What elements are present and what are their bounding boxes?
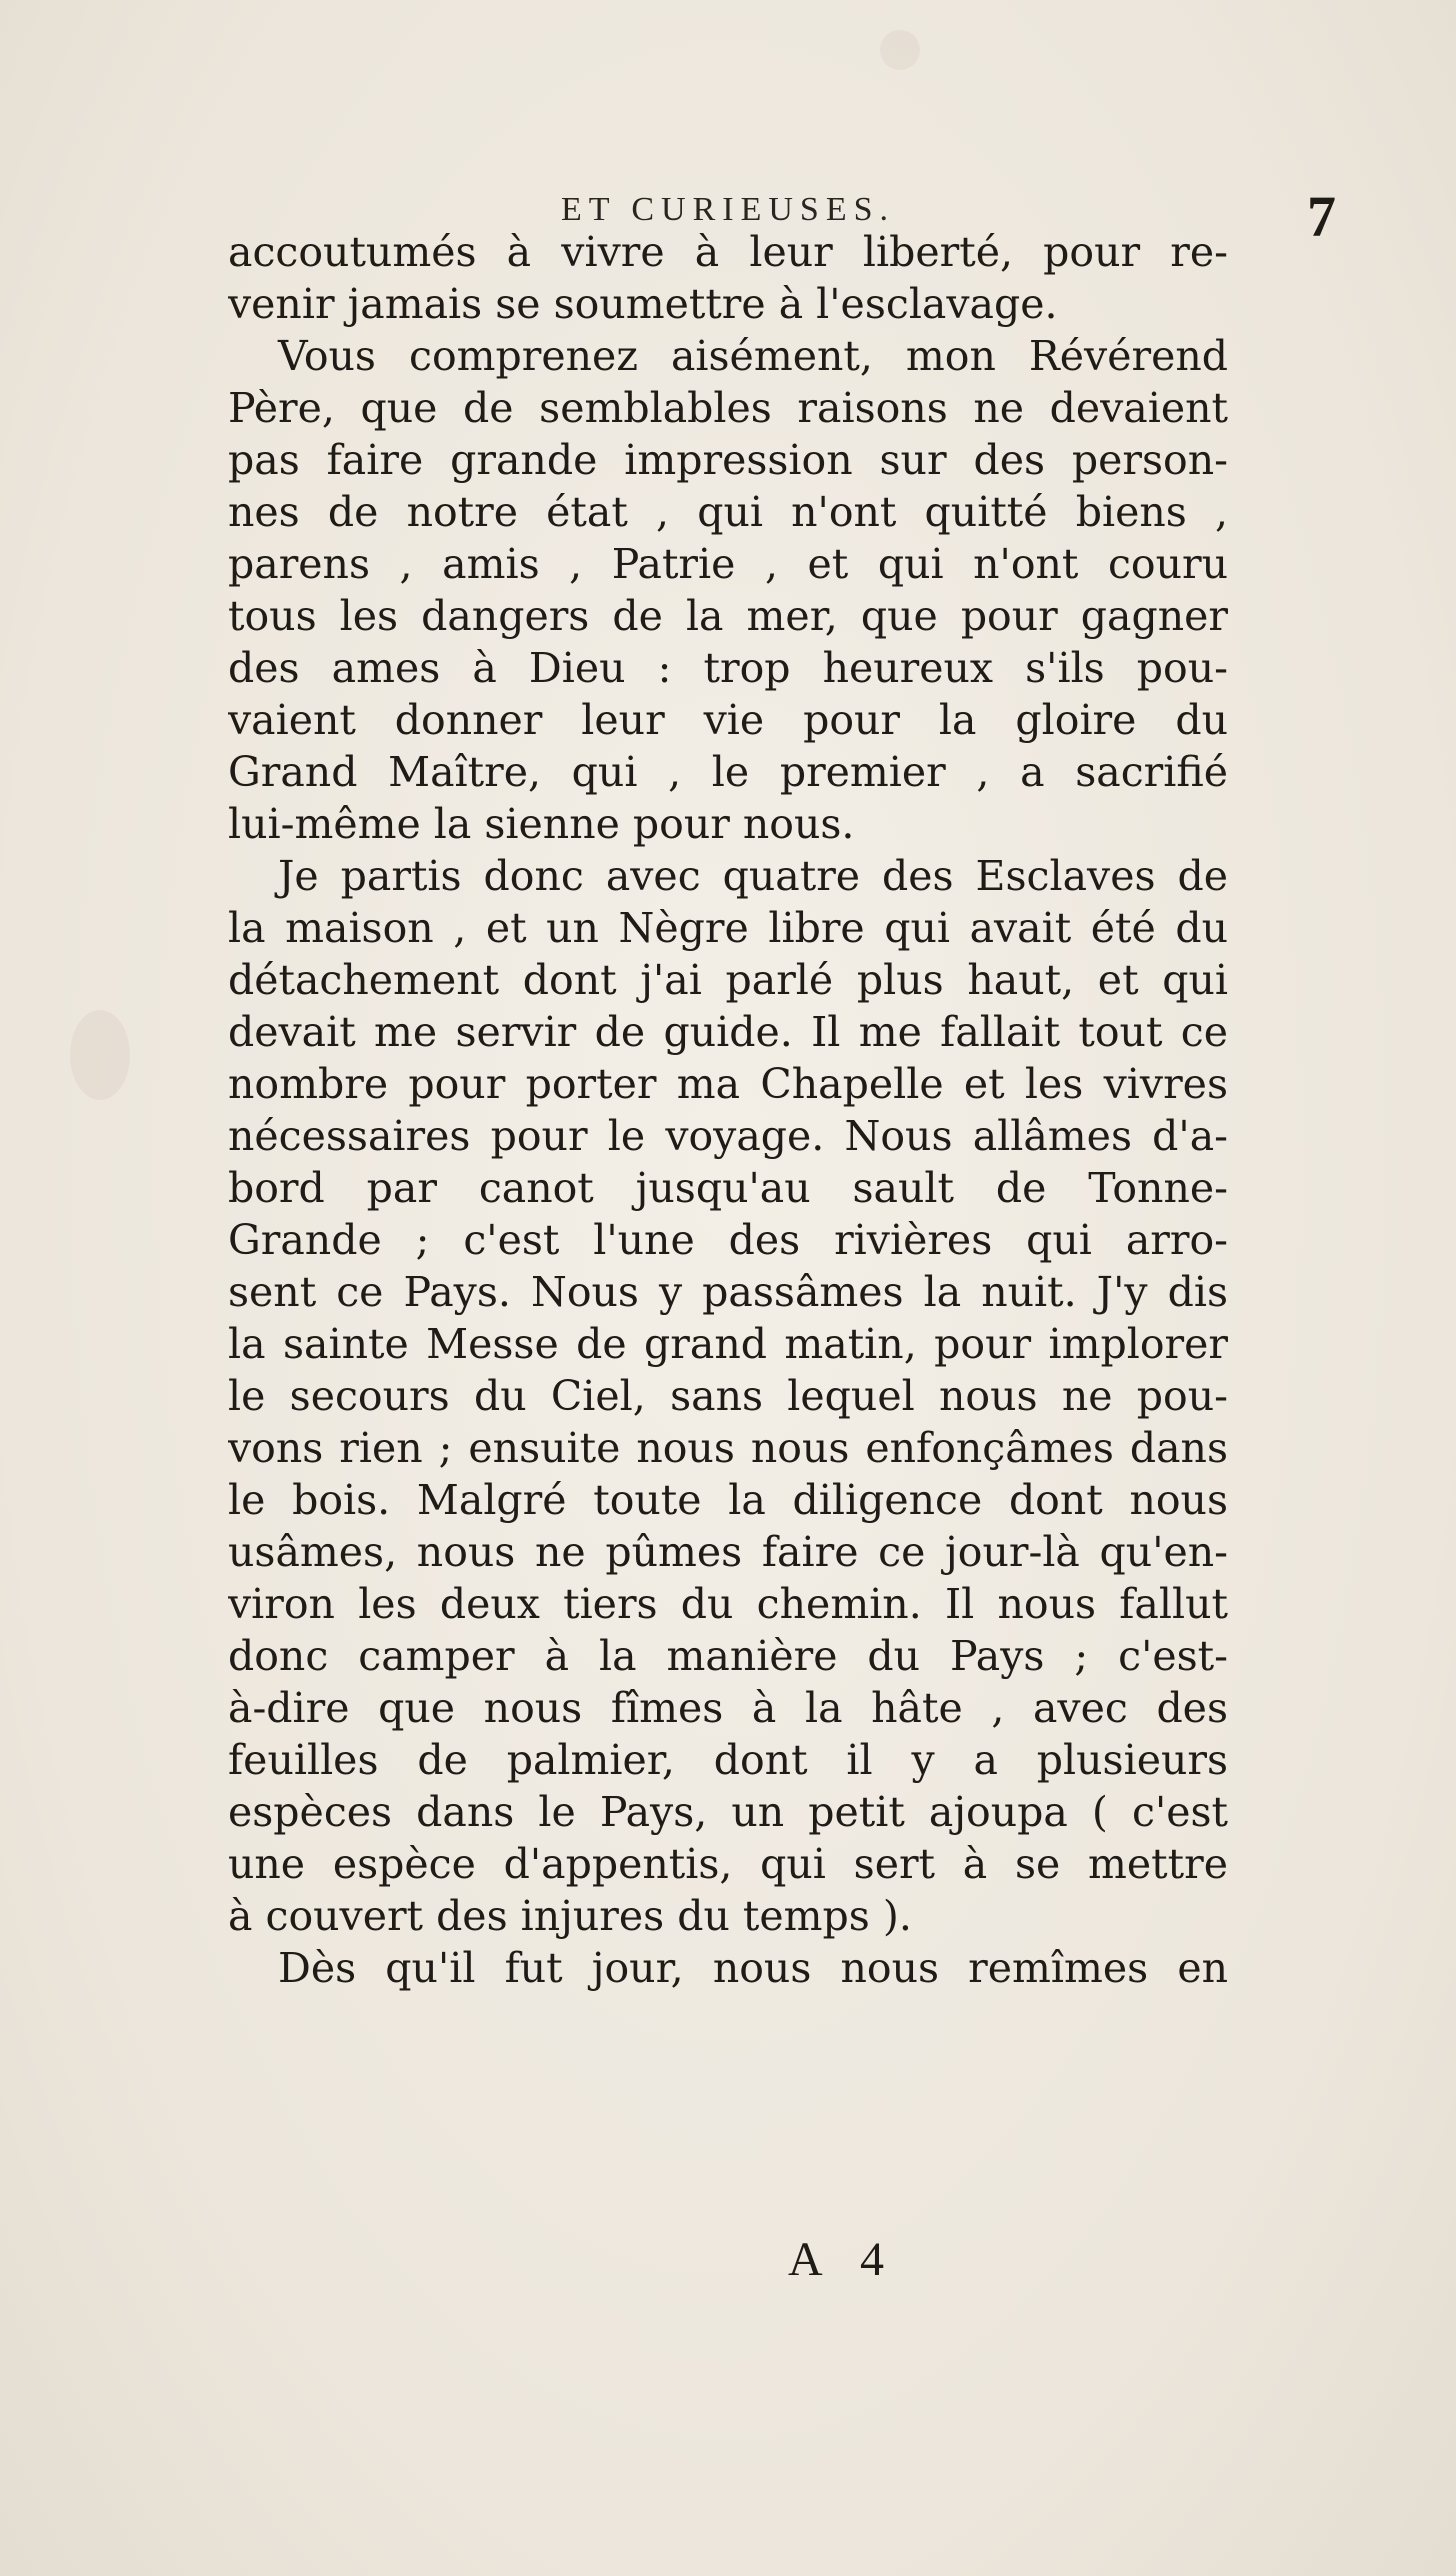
text-line: nes de notre état , qui n'ont quitté biens , [228,488,1228,536]
text-line: Grande ; c'est l'une des rivières qui arro- [228,1216,1228,1264]
text-line: feuilles de palmier, dont il y a plusieurs [228,1736,1228,1784]
signature-mark: A 4 [787,2233,898,2286]
text-line: le bois. Malgré toute la diligence dont nous [228,1476,1228,1524]
text-line: nombre pour porter ma Chapelle et les vivres [228,1060,1228,1108]
paper-spot [70,1010,130,1100]
text-line: sent ce Pays. Nous y passâmes la nuit. J'y dis [228,1268,1228,1316]
text-line: la sainte Messe de grand matin, pour implorer [228,1320,1228,1368]
text-line: Dès qu'il fut jour, nous nous remîmes en [278,1944,1228,1992]
text-line: détachement dont j'ai parlé plus haut, et qui [228,956,1228,1004]
text-line: parens , amis , Patrie , et qui n'ont couru [228,540,1228,588]
text-line: nécessaires pour le voyage. Nous allâmes d'a- [228,1112,1228,1160]
text-line: Père, que de semblables raisons ne devaient [228,384,1228,432]
text-line: à couvert des injures du temps ). [228,1892,912,1940]
text-line: usâmes, nous ne pûmes faire ce jour-là qu'en- [228,1528,1228,1576]
text-line: lui-même la sienne pour nous. [228,800,855,848]
text-line: une espèce d'appentis, qui sert à se mettre [228,1840,1228,1888]
text-line: vaient donner leur vie pour la gloire du [228,696,1228,744]
text-line: Vous comprenez aisément, mon Révérend [278,332,1228,380]
text-line: la maison , et un Nègre libre qui avait été du [228,904,1228,952]
text-line: espèces dans le Pays, un petit ajoupa ( c'est [228,1788,1228,1836]
paper-spot [880,30,920,70]
text-line: devait me servir de guide. Il me fallait tout ce [228,1008,1228,1056]
text-line: tous les dangers de la mer, que pour gagner [228,592,1228,640]
text-line: vons rien ; ensuite nous nous enfonçâmes dans [228,1424,1228,1472]
running-head: ET CURIEUSES. [560,191,896,228]
text-line: bord par canot jusqu'au sault de Tonne- [228,1164,1228,1212]
page-number: 7 [1307,184,1336,249]
body-text [228,226,1228,1994]
text-line: Je partis donc avec quatre des Esclaves de [278,852,1228,900]
text-line: viron les deux tiers du chemin. Il nous fallut [228,1580,1228,1628]
text-line: accoutumés à vivre à leur liberté, pour re- [228,228,1228,276]
text-line: venir jamais se soumettre à l'esclavage. [228,280,1058,328]
text-line: à-dire que nous fîmes à la hâte , avec des [228,1684,1228,1732]
text-line: Grand Maître, qui , le premier , a sacrifié [228,748,1228,796]
text-line: des ames à Dieu : trop heureux s'ils pou- [228,644,1228,692]
text-line: donc camper à la manière du Pays ; c'est- [228,1632,1228,1680]
text-line: le secours du Ciel, sans lequel nous ne pou- [228,1372,1228,1420]
text-line: pas faire grande impression sur des person- [228,436,1228,484]
